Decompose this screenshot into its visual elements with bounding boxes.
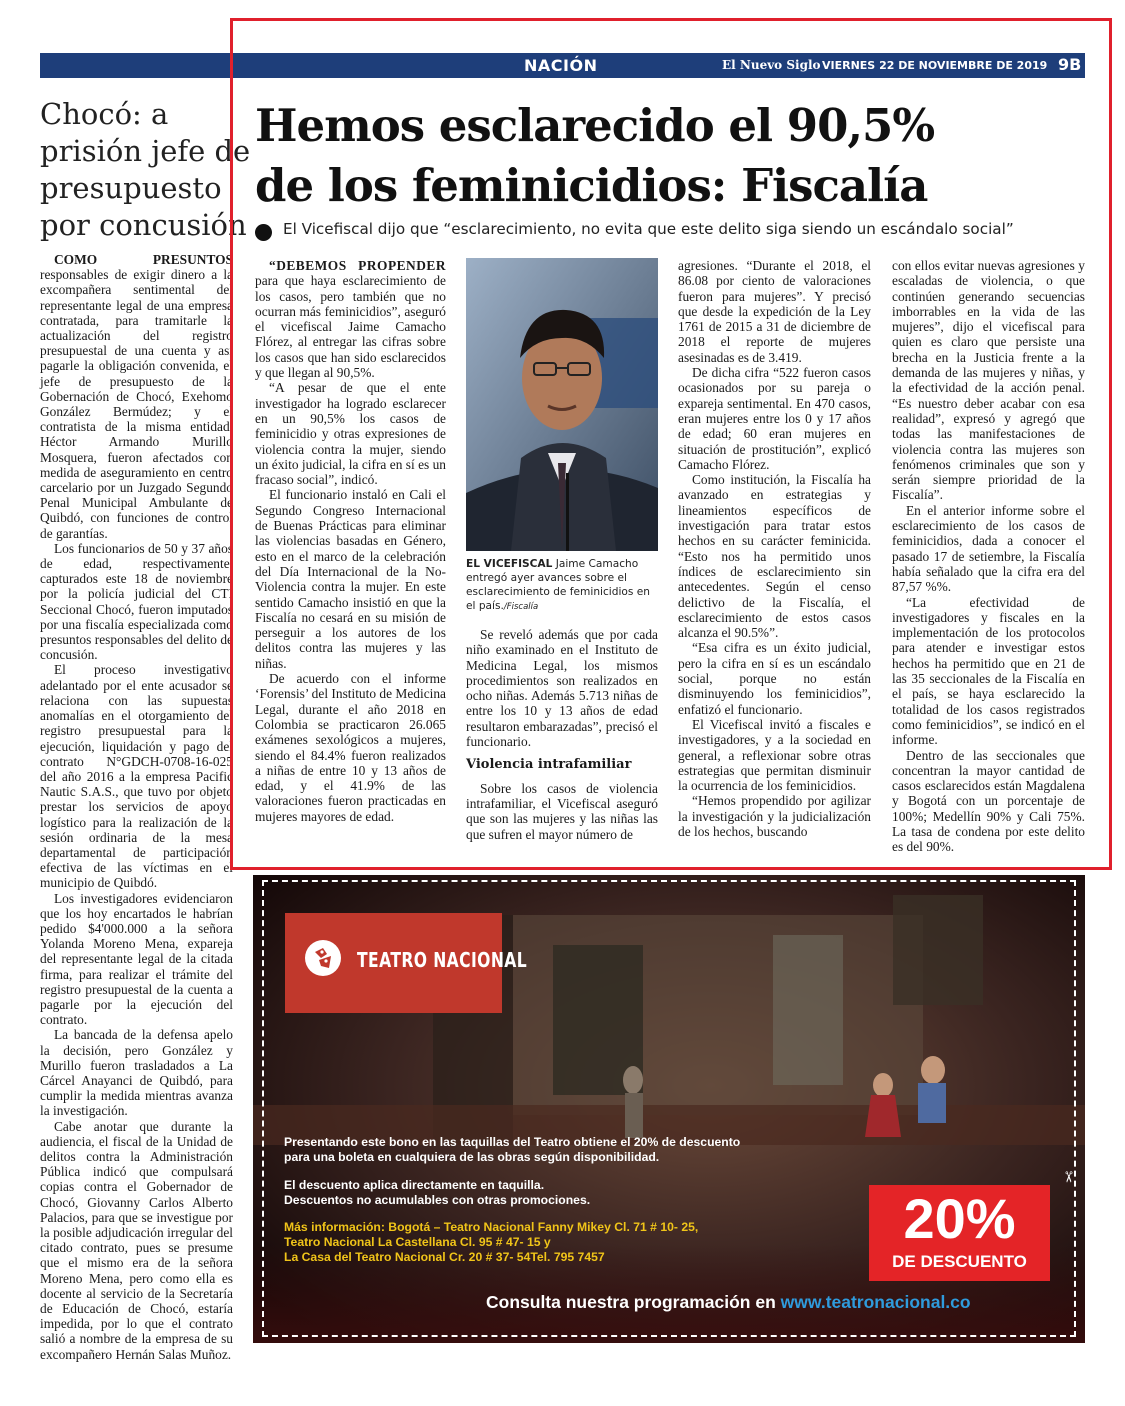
newspaper-masthead: El Nuevo Siglo [722, 58, 821, 72]
ad-contact-line: La Casa del Teatro Nacional Cr. 20 # 37- 54Tel. 795 7457 [284, 1250, 605, 1264]
ad-contact-info [284, 1220, 698, 1265]
caption-lead: EL VICEFISCAL [466, 558, 553, 570]
vicefiscal-photo [466, 258, 658, 551]
main-headline [255, 96, 1095, 216]
article-paragraph: “Esa cifra es un éxito judicial, pero la cifra en sí es un escándalo social, porque no están disminuyendo los feminicidios”, enfatizó el funcionario. [678, 640, 871, 717]
article-column-3 [678, 258, 871, 853]
ad-footer-text: Consulta nuestra programación en [486, 1292, 781, 1312]
photo-caption [466, 557, 658, 614]
article-paragraph: El funcionario instaló en Cali el Segundo Congreso Internacional de Buenas Prácticas para eliminar las violencias basadas en Género, esto en el marco de la celebración del Día Internacional de la No-Violencia contra la mujer. En este sentido Camacho insistió en que la Fiscalía no cesará en su misión de perseguir a los autores de los delitos contra las mujeres y las niñas. [255, 487, 446, 671]
sidebar-headline-line: presupuesto [40, 171, 222, 205]
section-name: NACIÓN [524, 56, 598, 75]
theater-mask-icon-glyph [305, 940, 341, 976]
sidebar-headline-line: prisión jefe de [40, 134, 251, 168]
article-lead: “DEBEMOS PROPENDER [269, 258, 446, 273]
theater-mask-icon [305, 940, 341, 976]
issue-date: VIERNES 22 DE NOVIEMBRE DE 2019 [822, 59, 1048, 72]
article-paragraph [255, 258, 446, 380]
main-headline-line: Hemos esclarecido el 90,5% [255, 99, 935, 152]
article-subhead: Violencia intrafamiliar [466, 757, 632, 773]
sidebar-paragraph: Los investigadores evidenciaron que los hoy encartados le habrían pedido $4'000.000 a la señora Yolanda Moreno Mena, expareja del representante legal de la citada firma, para realizar el trámite del registro presupuestal de la cuenta a pagarle por la ejecución del contrato. [40, 890, 233, 1028]
article-paragraph: Dentro de las seccionales que concentran la mayor cantidad de casos esclarecidos están Magdalena y Bogotá con un porcentaje de 100%; Medellín 90% y Cali 75%. La tasa de condena por este delito es del 90%. [892, 747, 1085, 855]
sidebar-paragraph [40, 252, 233, 541]
page-number: 9B [1058, 55, 1082, 74]
ad-offer-line: Presentando este bono en las taquillas del Teatro obtiene el 20% de descuento [284, 1135, 741, 1149]
main-headline-line: de los feminicidios: Fiscalía [255, 159, 928, 212]
bullet-icon [255, 224, 272, 241]
scissors-icon: ✂ [1059, 1170, 1078, 1184]
sidebar-headline-line: por concusión [40, 208, 247, 242]
article-paragraph: con ellos evitar nuevas agresiones y escaladas de violencia, o que continúen generando secuencias imborrables en la vida de las mujeres”, dijo el vicefiscal para quien es claro que persiste una brecha en la Justicia frente a la demanda de las mujeres y niñas, y la efectividad de la acción penal. “Es nuestro deber acabar con esa realidad”, expresó y agregó que todas las manifestaciones de violencia contra las mujeres son fenómenos criminales que son y serán siempre prioridad de la Fiscalía”. [892, 258, 1085, 503]
sidebar-paragraph: Cabe anotar que durante la audiencia, el fiscal de la Unidad de delitos contra la Administración Pública indicó que compulsará copias contra el Gobernador de Chocó, Giovanny Carlos Alberto Palacios, para que se investigue por la posible adjudicación irregular del citado contrato, pues se presume que el mismo era de la señora Moreno Mena, pero como ella es docente al servicio de la Secretaría de Educación de Chocó, estaría impedida, por lo que el contrato salió a nombre de la empresa de su excompañero Hernán Salas Muñoz. [40, 1118, 233, 1362]
ad-condition-line: Descuentos no acumulables con otras promociones. [284, 1193, 591, 1207]
article-paragraph: En el anterior informe sobre el esclarecimiento de los casos de feminicidios, dada a conocer el pasado 17 de setiembre, la Fiscalía había señalado que la cifra era del 87,57 %%. [892, 502, 1085, 595]
article-paragraph: Sobre los casos de violencia intrafamiliar, el Vicefiscal aseguró que son las mujeres y las niñas las que sufren el mayor número de [466, 780, 658, 842]
article-paragraph: “Hemos propendido por agilizar la investigación y la judicialización de los hechos, buscando [678, 793, 871, 839]
article-paragraph: Se reveló además que por cada niño examinado en el Instituto de Medicina Legal, los mismos procedimientos son realizados en ocho niñas. Además 5.713 niñas de entre los 10 y 13 años de edad resultaron embarazadas”, precisó el funcionario. [466, 627, 658, 750]
article-column-2 [466, 627, 658, 853]
sidebar-headline-line: Chocó: a [40, 97, 169, 131]
subheadline: El Vicefiscal dijo que “esclarecimiento, no evita que este delito siga siendo un escándalo social” [283, 220, 1014, 238]
article-column-1 [255, 258, 446, 853]
article-paragraph-text: para que haya esclarecimiento de los casos, pero también que no ocurran más feminicidios”, aseguró el vicefiscal Jaime Camacho Flórez, al entregar las cifras sobre los casos que han sido esclarecidos y que llegan al 90,5%. [255, 273, 446, 381]
ad-offer-line: para una boleta en cualquiera de las obras según disponibilidad. [284, 1150, 660, 1164]
ad-contact-line: Más información: Bogotá – Teatro Nacional Fanny Mikey Cl. 71 # 10- 25, [284, 1220, 699, 1234]
article-paragraph: Como institución, la Fiscalía ha avanzado en estrategias y lineamientos específicos de investigación para tratar estos hechos en su carácter feminicida. “Esto nos ha permitido unos índices de esclarecimiento sin antecedentes. Según el censo delictivo de la Fiscalía, el esclarecimiento de estos casos alcanza el 90.5%”. [678, 472, 871, 641]
ad-contact-line: Teatro Nacional La Castellana Cl. 95 # 47- 15 y [284, 1235, 551, 1249]
ad-condition-line: El descuento aplica directamente en taquilla. [284, 1178, 545, 1192]
caption-text: Jaime Camacho entregó ayer avances sobre el esclarecimiento de feminicidios en el país. [466, 558, 651, 612]
sidebar-headline [40, 96, 251, 244]
photo-credit: /Fiscalía [503, 602, 539, 612]
sidebar-paragraph: La bancada de la defensa apelo la decisión, pero González y Murillo fueron trasladados a La Cárcel Anayanci de Quibdó, para cumplir la medida mientras avanza la investigación. [40, 1027, 233, 1119]
teatro-website-link[interactable]: www.teatronacional.co [780, 1292, 971, 1312]
article-paragraph: “La efectividad de investigadores y fiscales en la implementación de los protocolos para atender e investigar estos hechos ha permitido que en 21 de las 35 seccionales de la Fiscalía en el país, se haya esclarecido la totalidad de los casos registrados como feminicidios”, se indicó en el informe. [892, 594, 1085, 748]
sidebar-paragraph: Los funcionarios de 50 y 37 años de edad, respectivamente, capturados este 18 de noviembre por la policía judicial del CTI Seccional Chocó, fueron imputados por una fiscalía especializada como presuntos responsables del delito de concusión. [40, 540, 233, 663]
article-column-4 [892, 258, 1085, 853]
sidebar-paragraph: El proceso investigativo adelantado por el ente acusador se relaciona con las supuestas anomalías en el otorgamiento del registro presupuestal para la ejecución, liquidación y pago del contrato N°GDCH-0708-16-025 del año 2016 a la empresa Pacific Nautic S.A.S., que tuvo por objeto prestar los servicios de apoyo logístico para la realización de la sesión ordinaria de la mesa departamental de participación efectiva de las víctimas en el municipio de Quibdó. [40, 662, 233, 891]
article-paragraph: El Vicefiscal invitó a fiscales e investigadores, y a la sociedad en general, a reflexionar sobre otras estrategias que permitan disminuir la ocurrencia de los feminicidios. [678, 716, 871, 794]
ad-footer [486, 1292, 971, 1313]
article-paragraph: “A pesar de que el ente investigador ha logrado esclarecer en un 90,5% los casos de feminicidio y otras expresiones de violencia contra la mujer, siendo un éxito judicial, la cifra en sí es un fracaso social”, indicó. [255, 380, 446, 488]
sidebar-paragraph-text: responsables de exigir dinero a la excompañera sentimental del representante legal de una empresa contratada, para tramitarle la actualización del registro presupuestal de una cuenta y así pagarle la obligación convenida, el jefe de presupuesto de la Gobernación de Chocó, Exehomo González Bermúdez; y el contratista de la misma entidad, Héctor Armando Murillo Mosquera, fueron afectados con medida de aseguramiento en centro carcelario por un Juzgado Segundo Penal Municipal Ambulante de Quibdó, con funciones de control de garantías. [40, 267, 233, 541]
discount-percent: 20% [903, 1187, 1016, 1250]
article-paragraph: agresiones. “Durante el 2018, el 86.08 por ciento de valoraciones fueron para mujeres”. Y precisó que desde la expedición de la Ley 1761 de 2015 a 31 de diciembre de 2018 el reporte de mujeres asesinadas es de 3.419. [678, 258, 871, 365]
sidebar-lead: COMO PRESUNTOS [54, 252, 233, 267]
vicefiscal-photo-illustration [466, 258, 658, 551]
teatro-nacional-logo-text: TEATRO NACIONAL [357, 948, 528, 972]
sidebar-article-body [40, 252, 233, 1362]
article-paragraph: De acuerdo con el informe ‘Forensis’ del Instituto de Medicina Legal, durante el año 2018 en Colombia se practicaron 26.065 exámenes sexológicos a mujeres, siendo el 84.4% fueron realizados a niñas de entre 10 y 13 años de edad, y el 41.9% de las valoraciones fueron practicadas en mujeres mayores de edad. [255, 671, 446, 824]
discount-label: DE DESCUENTO [892, 1252, 1027, 1271]
article-paragraph: De dicha cifra “522 fueron casos ocasionados por su pareja o expareja sentimental. En 470 casos, eran mujeres entre los 0 y 17 años de edad; 60 eran mujeres en situación de prostitución”, explicó Camacho Flórez. [678, 365, 871, 472]
